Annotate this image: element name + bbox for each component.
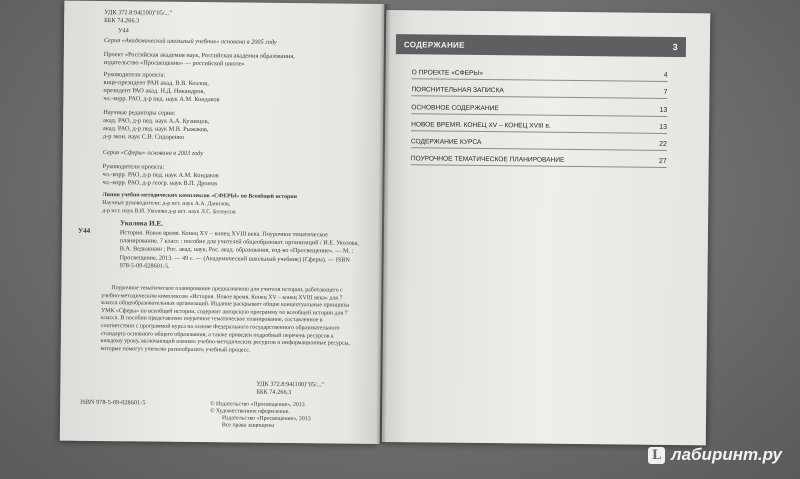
series-note: Серия «Академический школьный учебник» основана в 2005 году: [103, 37, 277, 46]
copyright-line-4: Все права защищены: [221, 422, 275, 429]
toc-item-page: 7: [663, 89, 668, 97]
bbk-top: ББК 74.266.3: [104, 17, 140, 25]
left-page: [60, 1, 385, 444]
toc-item-page: 22: [659, 140, 667, 148]
spheres-head-2: чл.-корр. РАО, д-р геогр. наук В.П. Дронов: [102, 179, 217, 188]
annotation: Поурочное тематическое планирование предназначено для учителя истории, работающего с учебно-методическим комплексом «История. Новое время. Конец XV – конец XVIII века» для 7 класса общеобразовательных организаций. Издание раскрывает общие концептуальные принципы УМК «Сферы» по всеобщей истории, содержит авторскую программу по всеобщей истории для 7 класса. В пособии представлено поурочное тематическое планирование, составленное в соответствии с программой курса на основе Федерального государственного образовательного стандарта основного общего образования, а также приведен подробный перечень ресурсов к каждому уроку, включающий помимо учебно-методических ресурсов и информационные ресурсы, которые помогут учителю разнообразить учебный процесс.: [100, 285, 350, 354]
code-u44-top: У44: [118, 27, 129, 35]
bbk-bottom: ББК 74.266.3: [256, 388, 292, 397]
toc-item-label: ПОУРОЧНОЕ ТЕМАТИЧЕСКОЕ ПЛАНИРОВАНИЕ: [410, 155, 565, 165]
line-title: Линия учебно-методических комплексов «СФЕРЫ» по Всеобщей истории: [102, 192, 298, 201]
author-heading: Уколова И.Е.: [120, 219, 164, 228]
editor-1: акад. РАО, д-р пед. наук А.А. Кузнецов,: [103, 117, 210, 126]
toc-item-label: НОВОЕ ВРЕМЯ. КОНЕЦ XV – КОНЕЦ XVIII в.: [411, 121, 551, 130]
labirint-logo-icon: L: [648, 447, 665, 464]
toc-item-page: 13: [659, 123, 668, 131]
line-head-2: д-р ист. наук В.И. Уколова д-р ист. наук Л.С. Белоусов: [102, 208, 236, 216]
toc-item: [411, 148, 667, 168]
udk-bottom: УДК 372.8:94(100)"05/...": [256, 380, 325, 389]
spheres-heads-title: Руководители проекта:: [102, 163, 165, 171]
toc-item-page: 27: [658, 157, 667, 166]
toc-item-label: СОДЕРЖАНИЕ КУРСА: [410, 138, 482, 146]
toc-title: СОДЕРЖАНИЕ: [403, 39, 465, 50]
copyright-line-2: © Художественное оформление.: [210, 408, 290, 416]
project-head-2: президент РАО акад. Н.Д. Никандров,: [103, 87, 206, 96]
code-u44: У44: [77, 226, 91, 235]
project-heads-title: Руководители проекта:: [103, 71, 166, 79]
project-head-1: вице-президент РАН акад. В.В. Козлов,: [103, 79, 209, 88]
toc-item-page: 13: [659, 106, 668, 114]
bib-description: История. Новое время. Конец XV – конец XVIII века. Поурочное тематическое планирование. 7 класс : пособие для учителей общеобразоват. организаций / И.Е. Уколова, В.А. Ведюшкин ; Рос. акад. наук, Рос. акад. образования, изд-во «Просвещение». — М. : Просвещение, 2013. — 49 с. — (Академический школьный учебник) (Сферы). — ISBN 978-5-09-028601-5.: [119, 229, 359, 270]
open-book: [60, 1, 711, 458]
spheres-head-1: чл.-корр. РАО, д-р пед. наук А.М. Кондаков: [102, 171, 219, 180]
editors-title: Научные редакторы серии:: [103, 109, 176, 117]
project-line-1: Проект «Российская академия наук, Российская академия образования,: [103, 51, 295, 61]
watermark-text: лабиринт.ру: [671, 445, 782, 464]
isbn: ISBN 978-5-09-028601-5: [80, 398, 146, 407]
toc-item-label: ОСНОВНОЕ СОДЕРЖАНИЕ: [411, 103, 499, 112]
copyright-line-1: © Издательство «Просвещение», 2013: [210, 401, 305, 409]
toc-header: [396, 34, 686, 57]
line-head-1: Научные руководители: д-р ист. наук А.А. Данилов,: [102, 200, 231, 208]
toc-item-page: 4: [663, 72, 668, 80]
copyright-line-3: Издательство «Просвещение», 2013: [221, 415, 311, 423]
toc-item-label: О ПРОЕКТЕ «СФЕРЫ»: [411, 69, 483, 78]
editor-3: д-р экон. наук С.В. Сидоренко: [102, 133, 185, 141]
watermark: [648, 445, 782, 465]
udk-top: УДК 372.8:94(100)"05/...": [104, 9, 172, 17]
right-page: [382, 10, 711, 445]
toc-list: [411, 62, 668, 168]
toc-item-label: ПОЯСНИТЕЛЬНАЯ ЗАПИСКА: [411, 86, 504, 95]
project-head-3: чл.-корр. РАО, д-р пед. наук А.М. Кондаков: [103, 95, 220, 104]
spheres-note: Серия «Сферы» основана в 2003 году: [102, 149, 204, 158]
page-number: 3: [672, 42, 678, 53]
editor-2: акад. РАО, д-р пед. наук М.В. Рыжаков,: [102, 125, 209, 134]
project-line-2: издательство «Просвещение» — российской школе»: [103, 59, 245, 68]
